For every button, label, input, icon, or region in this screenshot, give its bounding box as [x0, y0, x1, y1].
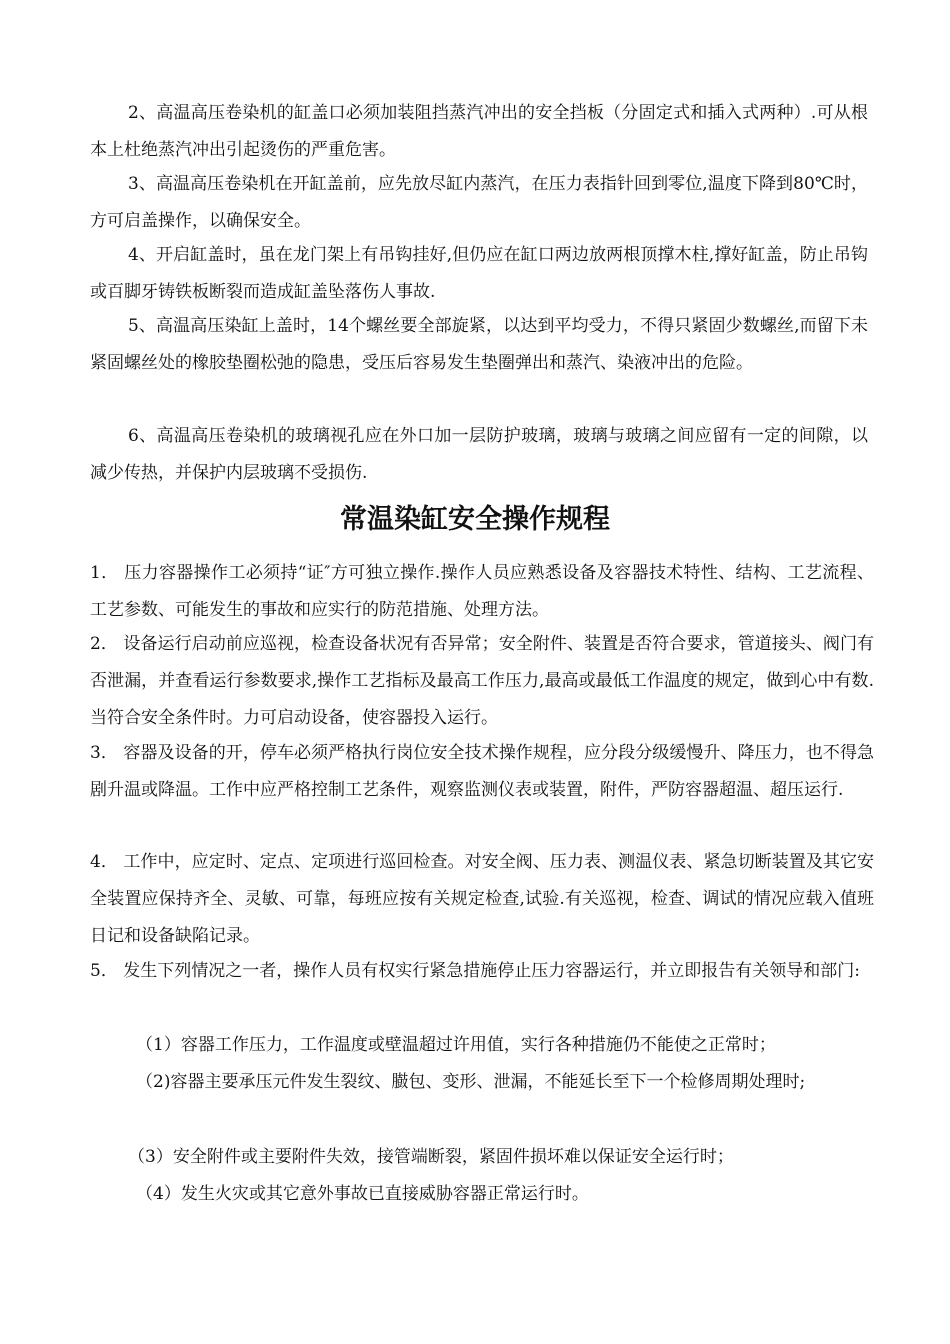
paragraph-2: 2、高温高压卷染机的缸盖口必须加装阻挡蒸汽冲出的安全挡板（分固定式和插入式两种）.可从根本上杜绝蒸汽冲出引起烫伤的严重危害。 — [90, 103, 868, 160]
rule-item-1: 1． 压力容器操作工必须持“证″方可独立操作.操作人员应熟悉设备及容器技术特性、结构、工艺流程、工艺参数、可能发生的事故和应实行的防范措施、处理方法。 — [90, 563, 874, 620]
rule-item-2: 2． 设备运行启动前应巡视，检查设备状况有否异常；安全附件、装置是否符合要求，管道接头、阀门有否泄漏，并查看运行参数要求,操作工艺指标及最高工作压力,最高或最低工作温度的规定，做到心中有数.当符合安全条件时。力可启动设备，使容器投入运行。 — [90, 634, 874, 728]
paragraph-6: 6、高温高压卷染机的玻璃视孔应在外口加一层防护玻璃，玻璃与玻璃之间应留有一定的间隙，以减少传热，并保护内层玻璃不受损伤. — [90, 426, 868, 483]
rule-item-4: 4． 工作中，应定时、定点、定项进行巡回检查。对安全阀、压力表、测温仪表、紧急切断装置及其它安全装置应保持齐全、灵敏、可靠，每班应按有关规定检查,试验.有关巡视，检查、调试的情况应载入值班日记和设备缺陷记录。 — [90, 852, 874, 946]
sub-item-1: （1）容器工作压力，工作温度或壁温超过许用值，实行各种措施仍不能使之正常时； — [136, 1035, 776, 1055]
paragraph-3: 3、高温高压卷染机在开缸盖前，应先放尽缸内蒸汽，在压力表指针回到零位,温度下降到80℃时，方可启盖操作，以确保安全。 — [90, 174, 868, 231]
rule-item-3: 3． 容器及设备的开，停车必须严格执行岗位安全技术操作规程，应分段分级缓慢升、降压力，也不得急剧升温或降温。工作中应严格控制工艺条件，观察监测仪表或装置，附件，严防容器超温、超压运行. — [90, 743, 874, 800]
sub-item-4: （4）发生火灾或其它意外事故已直接威胁容器正常运行时。 — [136, 1184, 589, 1204]
paragraph-4: 4、开启缸盖时，虽在龙门架上有吊钩挂好,但仍应在缸口两边放两根顶撑木柱,撑好缸盖，防止吊钩或百脚牙铸铁板断裂而造成缸盖坠落伤人事故. — [90, 245, 868, 302]
paragraph-5: 5、高温高压染缸上盖时，14个螺丝要全部旋紧，以达到平均受力，不得只紧固少数螺丝,而留下未紧固螺丝处的橡胶垫圈松弛的隐患，受压后容易发生垫圈弹出和蒸汽、染液冲出的危险。 — [90, 316, 868, 373]
sub-item-3: （3）安全附件或主要附件失效，接管端断裂，紧固件损坏难以保证安全运行时； — [128, 1147, 734, 1167]
rule-item-5: 5． 发生下列情况之一者，操作人员有权实行紧急措施停止压力容器运行，并立即报告有关领导和部门: — [90, 961, 860, 981]
section-title: 常温染缸安全操作规程 — [340, 504, 610, 535]
sub-item-2: （2)容器主要承压元件发生裂纹、臌包、变形、泄漏，不能延长至下一个检修周期处理时; — [136, 1072, 806, 1092]
